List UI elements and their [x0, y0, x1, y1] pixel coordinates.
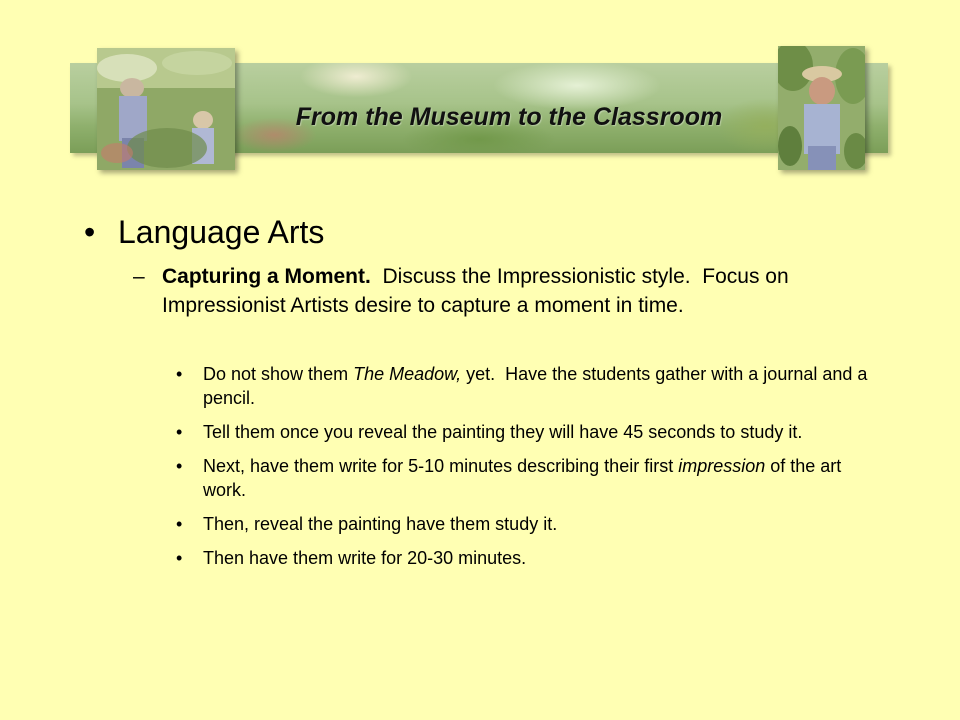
list-item: • Then, reveal the painting have them study it.: [176, 514, 558, 534]
list-item: • Do not show them The Meadow, yet. Have the students gather with a journal and a pencil.: [176, 364, 873, 408]
list-item: • Tell them once you reveal the painting they will have 45 seconds to study it.: [176, 422, 803, 442]
painting-thumbnail-left: [97, 48, 235, 170]
bullet-icon: •: [176, 514, 183, 534]
list-item: • Next, have them write for 5-10 minutes describing their first impression of the art work.: [176, 456, 842, 500]
heading-text: Language Arts: [118, 214, 325, 250]
bullet-icon: •: [176, 364, 183, 384]
bullet-icon: •: [176, 456, 183, 476]
bullet-icon: •: [176, 422, 183, 442]
subpoint-text: [162, 262, 873, 320]
slide-title: From the Museum to the Classroom: [295, 103, 723, 131]
subpoint-body: Discuss the Impressionistic style. Focus on Impressionist Artists desire to capture a moment in time.: [162, 265, 795, 317]
dash-icon: –: [133, 265, 145, 288]
heading-bullet-item: [84, 214, 324, 251]
bullet-icon: •: [176, 548, 183, 568]
subpoint-lead: Capturing a Moment.: [162, 265, 371, 288]
painting-thumbnail-right: [778, 46, 865, 170]
list-item: • Then have them write for 20-30 minutes.: [176, 548, 527, 568]
bullet-icon: •: [84, 214, 96, 250]
subpoint-item: [133, 262, 873, 320]
steps-list: [176, 362, 876, 580]
